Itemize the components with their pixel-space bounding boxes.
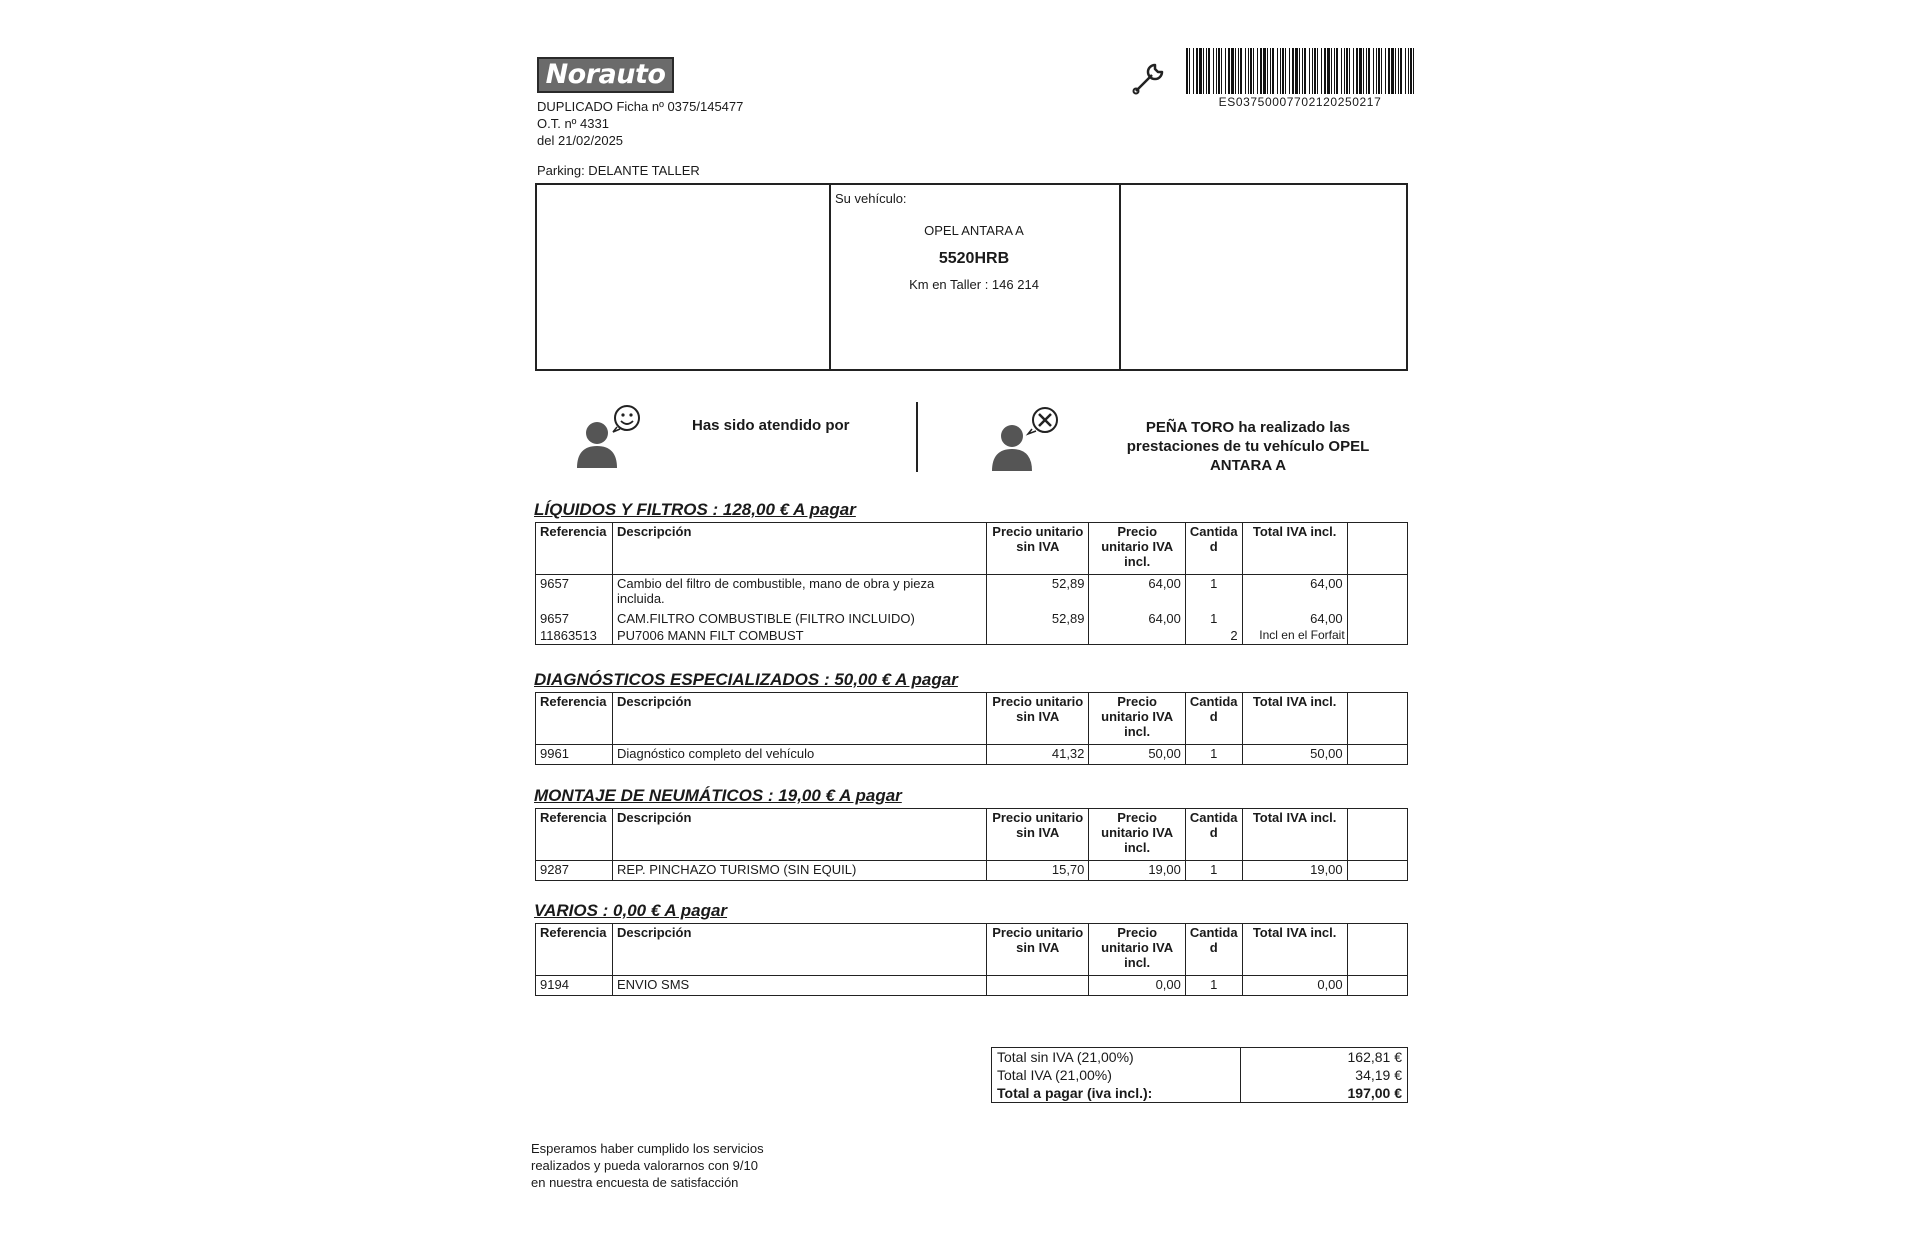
barcode bbox=[1186, 48, 1414, 94]
col-unit-no-vat: Precio unitario sin IVA bbox=[987, 924, 1089, 976]
cell-unit-vat: 19,00 bbox=[1089, 861, 1185, 881]
col-unit-vat: Precio unitario IVA incl. bbox=[1089, 523, 1185, 575]
document-date: del 21/02/2025 bbox=[537, 133, 624, 148]
cell-qty: 1 bbox=[1185, 861, 1242, 881]
vehicle-plate: 5520HRB bbox=[938, 250, 1010, 267]
cell-unit bbox=[987, 627, 1089, 645]
cell-desc: ENVIO SMS bbox=[612, 976, 986, 996]
section-title: LÍQUIDOS Y FILTROS : 128,00 € A pagar bbox=[534, 500, 856, 519]
cell-empty bbox=[1347, 610, 1407, 627]
totals-row bbox=[992, 1048, 1408, 1067]
col-ref: Referencia bbox=[536, 693, 613, 745]
vehicle-label: Su vehículo: bbox=[835, 191, 907, 206]
cell-desc: PU7006 MANN FILT COMBUST bbox=[612, 627, 986, 645]
totals-row bbox=[992, 1084, 1408, 1103]
cell-unit: 15,70 bbox=[987, 861, 1089, 881]
table-row bbox=[536, 627, 1408, 645]
table-row bbox=[536, 745, 1408, 765]
col-total: Total IVA incl. bbox=[1242, 693, 1347, 745]
cell-total: 64,00 bbox=[1242, 610, 1347, 627]
cell-unit: 52,89 bbox=[987, 610, 1089, 627]
col-unit-vat: Precio unitario IVA incl. bbox=[1089, 809, 1185, 861]
col-desc: Descripción bbox=[612, 693, 986, 745]
cell-unit-vat: 0,00 bbox=[1089, 976, 1185, 996]
cell-qty: 1 bbox=[1185, 745, 1242, 765]
section-title: DIAGNÓSTICOS ESPECIALIZADOS : 50,00 € A pagar bbox=[534, 670, 958, 689]
cell-desc: Cambio del filtro de combustible, mano de obra y pieza incluida. bbox=[612, 575, 986, 610]
total-pagar-value: 197,00 € bbox=[1241, 1084, 1408, 1103]
col-unit-no-vat: Precio unitario sin IVA bbox=[987, 523, 1089, 575]
col-qty: Cantida d bbox=[1185, 523, 1242, 575]
cell-ref: 9657 bbox=[536, 575, 613, 610]
section-title: VARIOS : 0,00 € A pagar bbox=[534, 901, 728, 920]
col-qty: Cantida d bbox=[1185, 693, 1242, 745]
col-total: Total IVA incl. bbox=[1242, 924, 1347, 976]
col-total: Total IVA incl. bbox=[1242, 523, 1347, 575]
cell-unit: 52,89 bbox=[987, 575, 1089, 610]
items-table-neumaticos bbox=[535, 808, 1408, 881]
footer-message: Esperamos haber cumplido los servicios realizados y pueda valorarnos con 9/10 en nuestra encuesta de satisfacción bbox=[531, 1141, 764, 1190]
cell-empty bbox=[1347, 627, 1407, 645]
attended-by-text: Has sido atendido por bbox=[692, 417, 850, 434]
total-iva-value: 34,19 € bbox=[1241, 1066, 1408, 1084]
cell-unit-vat: 50,00 bbox=[1089, 745, 1185, 765]
col-ref: Referencia bbox=[536, 924, 613, 976]
totals-row bbox=[992, 1066, 1408, 1084]
total-iva-label: Total IVA (21,00%) bbox=[992, 1066, 1241, 1084]
cell-unit bbox=[987, 976, 1089, 996]
col-qty: Cantida d bbox=[1185, 809, 1242, 861]
cell-ref: 9961 bbox=[536, 745, 613, 765]
items-table-liquidos bbox=[535, 522, 1408, 645]
col-desc: Descripción bbox=[612, 809, 986, 861]
cell-total: 50,00 bbox=[1242, 745, 1347, 765]
col-ref: Referencia bbox=[536, 523, 613, 575]
norauto-logo: Norauto bbox=[537, 57, 674, 93]
cell-empty bbox=[1347, 861, 1407, 881]
cell-total: Incl en el Forfait bbox=[1242, 627, 1347, 645]
vehicle-box bbox=[535, 183, 1408, 371]
parking-info: Parking: DELANTE TALLER bbox=[537, 163, 700, 178]
cell-total: 64,00 bbox=[1242, 575, 1347, 610]
cell-qty: 1 bbox=[1185, 575, 1242, 610]
col-empty bbox=[1347, 523, 1407, 575]
vehicle-model: OPEL ANTARA A bbox=[924, 223, 1024, 238]
col-empty bbox=[1347, 924, 1407, 976]
cell-qty: 2 bbox=[1185, 627, 1242, 645]
total-sin-iva-label: Total sin IVA (21,00%) bbox=[992, 1048, 1241, 1067]
col-unit-vat: Precio unitario IVA incl. bbox=[1089, 693, 1185, 745]
section-title: MONTAJE DE NEUMÁTICOS : 19,00 € A pagar bbox=[534, 786, 902, 805]
cell-empty bbox=[1347, 745, 1407, 765]
items-table-varios bbox=[535, 923, 1408, 996]
wrench-icon bbox=[1130, 58, 1168, 96]
table-header-row bbox=[536, 924, 1408, 976]
cell-ref: 9287 bbox=[536, 861, 613, 881]
vehicle-box-divider bbox=[1119, 185, 1121, 369]
items-table-diagnosticos bbox=[535, 692, 1408, 765]
col-unit-no-vat: Precio unitario sin IVA bbox=[987, 693, 1089, 745]
cell-unit: 41,32 bbox=[987, 745, 1089, 765]
col-desc: Descripción bbox=[612, 523, 986, 575]
cell-ref: 11863513 bbox=[536, 627, 613, 645]
col-unit-no-vat: Precio unitario sin IVA bbox=[987, 809, 1089, 861]
cell-desc: CAM.FILTRO COMBUSTIBLE (FILTRO INCLUIDO) bbox=[612, 610, 986, 627]
ot-number: O.T. nº 4331 bbox=[537, 116, 609, 131]
cell-qty: 1 bbox=[1185, 610, 1242, 627]
col-total: Total IVA incl. bbox=[1242, 809, 1347, 861]
service-divider bbox=[916, 402, 918, 472]
table-row bbox=[536, 976, 1408, 996]
performed-by-text: PEÑA TORO ha realizado las prestaciones de tu vehículo OPEL ANTARA A bbox=[1126, 419, 1370, 474]
col-desc: Descripción bbox=[612, 924, 986, 976]
vehicle-km: Km en Taller : 146 214 bbox=[909, 277, 1039, 292]
advisor-smiley-icon bbox=[575, 400, 645, 470]
table-row bbox=[536, 861, 1408, 881]
col-empty bbox=[1347, 693, 1407, 745]
barcode-number: ES03750007702120250217 bbox=[1218, 95, 1382, 109]
table-row bbox=[536, 575, 1408, 610]
mechanic-tools-icon bbox=[990, 403, 1062, 473]
totals-table bbox=[991, 1047, 1408, 1103]
table-header-row bbox=[536, 523, 1408, 575]
cell-empty bbox=[1347, 976, 1407, 996]
table-row bbox=[536, 610, 1408, 627]
col-qty: Cantida d bbox=[1185, 924, 1242, 976]
cell-qty: 1 bbox=[1185, 976, 1242, 996]
cell-desc: Diagnóstico completo del vehículo bbox=[612, 745, 986, 765]
total-sin-iva-value: 162,81 € bbox=[1241, 1048, 1408, 1067]
col-empty bbox=[1347, 809, 1407, 861]
total-pagar-label: Total a pagar (iva incl.): bbox=[992, 1084, 1241, 1103]
cell-ref: 9194 bbox=[536, 976, 613, 996]
cell-desc: REP. PINCHAZO TURISMO (SIN EQUIL) bbox=[612, 861, 986, 881]
cell-ref: 9657 bbox=[536, 610, 613, 627]
col-unit-vat: Precio unitario IVA incl. bbox=[1089, 924, 1185, 976]
table-header-row bbox=[536, 809, 1408, 861]
cell-unit-vat: 64,00 bbox=[1089, 575, 1185, 610]
cell-total: 0,00 bbox=[1242, 976, 1347, 996]
cell-empty bbox=[1347, 575, 1407, 610]
cell-unit-vat bbox=[1089, 627, 1185, 645]
duplicate-line: DUPLICADO Ficha nº 0375/145477 bbox=[537, 99, 744, 114]
col-ref: Referencia bbox=[536, 809, 613, 861]
cell-total: 19,00 bbox=[1242, 861, 1347, 881]
cell-unit-vat: 64,00 bbox=[1089, 610, 1185, 627]
table-header-row bbox=[536, 693, 1408, 745]
